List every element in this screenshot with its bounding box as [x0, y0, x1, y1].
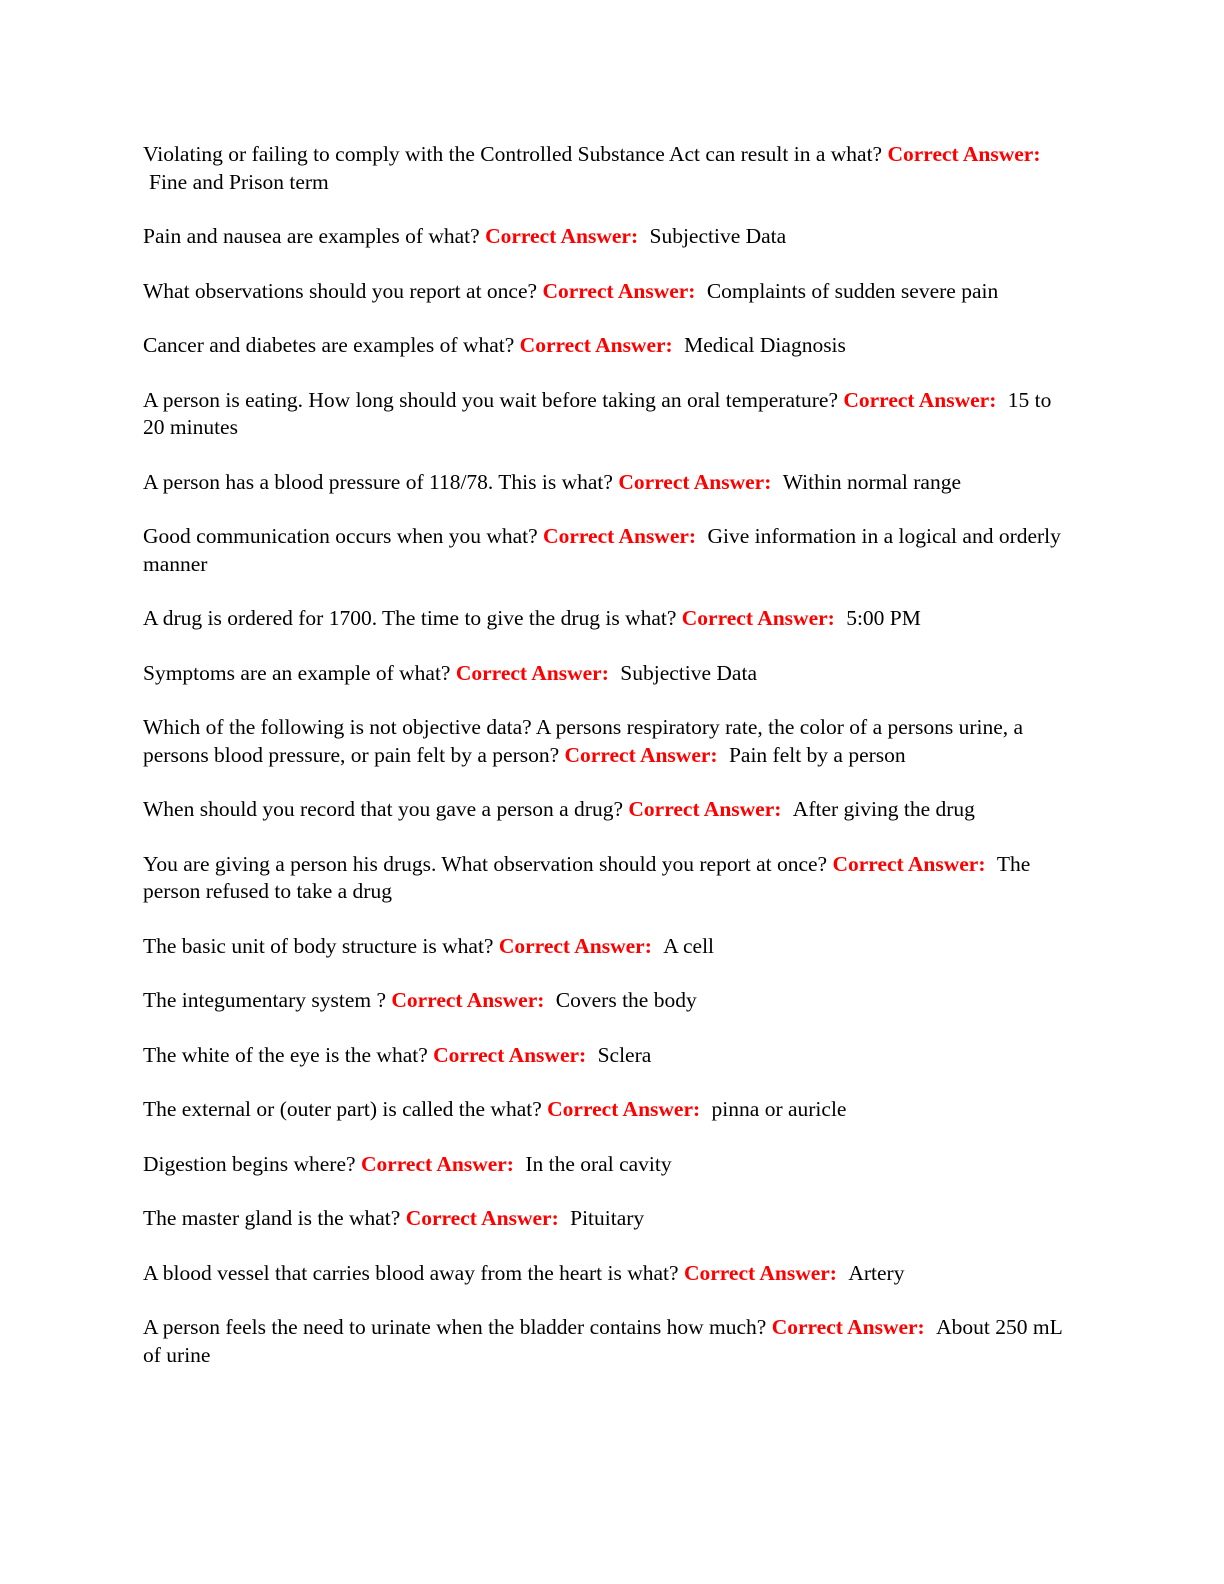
qa-item — [143, 660, 1068, 688]
answer-text: Covers the body — [555, 988, 697, 1012]
question-text: Good communication occurs when you what? — [143, 524, 538, 548]
correct-answer-label: Correct Answer: — [543, 524, 697, 548]
question-text: When should you record that you gave a person a drug? — [143, 797, 624, 821]
question-text: Violating or failing to comply with the Controlled Substance Act can result in a what? — [143, 142, 883, 166]
question-text: Which of the following is not objective data? A persons respiratory rate, the color of a persons urine, a persons blood pressure, or pain felt by a person? — [143, 715, 1024, 767]
qa-item — [143, 605, 1068, 633]
answer-text: Give information in a logical and orderly manner — [143, 524, 1061, 576]
question-text: A person feels the need to urinate when the bladder contains how much? — [143, 1315, 767, 1339]
question-text: The integumentary system ? — [143, 988, 386, 1012]
question-text: Symptoms are an example of what? — [143, 660, 451, 685]
correct-answer-label: Correct Answer: — [498, 933, 652, 958]
qa-item — [143, 278, 1068, 306]
question-text: The white of the eye is the what? — [143, 1042, 428, 1067]
question-text: A person has a blood pressure of 118/78. This is what? — [143, 469, 613, 494]
qa-item — [143, 1042, 1068, 1070]
correct-answer-label: Correct Answer: — [519, 333, 673, 357]
qa-item — [143, 332, 1068, 360]
answer-text: A cell — [663, 933, 715, 958]
answer-text: Subjective Data — [620, 660, 757, 685]
qa-item — [143, 796, 1068, 824]
answer-text: Sclera — [597, 1042, 652, 1067]
correct-answer-label: Correct Answer: — [547, 1097, 701, 1121]
answer-text: Within normal range — [782, 469, 961, 494]
qa-item — [143, 851, 1068, 906]
answer-text: About 250 mL of urine — [143, 1315, 1062, 1367]
qa-item — [143, 1314, 1068, 1369]
correct-answer-label: Correct Answer: — [405, 1206, 559, 1230]
answer-text: After giving the drug — [792, 797, 975, 821]
correct-answer-label: Correct Answer: — [887, 142, 1041, 166]
answer-text: 15 to 20 minutes — [143, 387, 1052, 439]
answer-text: Pain felt by a person — [728, 742, 906, 767]
qa-item — [143, 469, 1068, 497]
answer-text: Fine and Prison term — [149, 169, 329, 194]
question-text: The external or (outer part) is called the what? — [143, 1097, 542, 1121]
qa-item — [143, 714, 1068, 769]
answer-text: pinna or auricle — [711, 1097, 847, 1121]
qa-item — [143, 141, 1068, 196]
correct-answer-label: Correct Answer: — [542, 278, 696, 303]
correct-answer-label: Correct Answer: — [433, 1042, 587, 1067]
answer-text: Pituitary — [570, 1206, 645, 1230]
correct-answer-label: Correct Answer: — [771, 1315, 925, 1339]
qa-item — [143, 1096, 1068, 1124]
question-text: The master gland is the what? — [143, 1206, 401, 1230]
answer-text: The person refused to take a drug — [143, 851, 1031, 903]
correct-answer-label: Correct Answer: — [681, 606, 835, 630]
question-text: Pain and nausea are examples of what? — [143, 224, 480, 248]
correct-answer-label: Correct Answer: — [683, 1260, 837, 1285]
qa-item — [143, 523, 1068, 578]
qa-item — [143, 223, 1068, 251]
correct-answer-label: Correct Answer: — [628, 797, 782, 821]
answer-text: In the oral cavity — [525, 1151, 672, 1176]
qa-item — [143, 387, 1068, 442]
qa-item — [143, 1151, 1068, 1179]
correct-answer-label: Correct Answer: — [618, 469, 772, 494]
answer-text: 5:00 PM — [846, 606, 921, 630]
answer-text: Complaints of sudden severe pain — [706, 278, 999, 303]
answer-text: Medical Diagnosis — [684, 333, 846, 357]
qa-item — [143, 987, 1068, 1015]
correct-answer-label: Correct Answer: — [843, 387, 997, 412]
question-text: Digestion begins where? — [143, 1151, 356, 1176]
correct-answer-label: Correct Answer: — [564, 742, 718, 767]
correct-answer-label: Correct Answer: — [485, 224, 639, 248]
answer-text: Artery — [848, 1260, 905, 1285]
qa-item — [143, 1260, 1068, 1288]
document-page — [143, 141, 1068, 1396]
correct-answer-label: Correct Answer: — [391, 988, 545, 1012]
qa-item — [143, 1205, 1068, 1233]
question-text: A drug is ordered for 1700. The time to give the drug is what? — [143, 606, 677, 630]
question-text: You are giving a person his drugs. What observation should you report at once? — [143, 851, 828, 876]
question-text: A person is eating. How long should you wait before taking an oral temperature? — [143, 387, 838, 412]
correct-answer-label: Correct Answer: — [832, 851, 986, 876]
correct-answer-label: Correct Answer: — [455, 660, 609, 685]
correct-answer-label: Correct Answer: — [360, 1151, 514, 1176]
qa-item — [143, 933, 1068, 961]
question-text: What observations should you report at once? — [143, 278, 538, 303]
question-text: Cancer and diabetes are examples of what? — [143, 333, 515, 357]
question-text: The basic unit of body structure is what? — [143, 933, 494, 958]
question-text: A blood vessel that carries blood away from the heart is what? — [143, 1260, 679, 1285]
answer-text: Subjective Data — [649, 224, 787, 248]
